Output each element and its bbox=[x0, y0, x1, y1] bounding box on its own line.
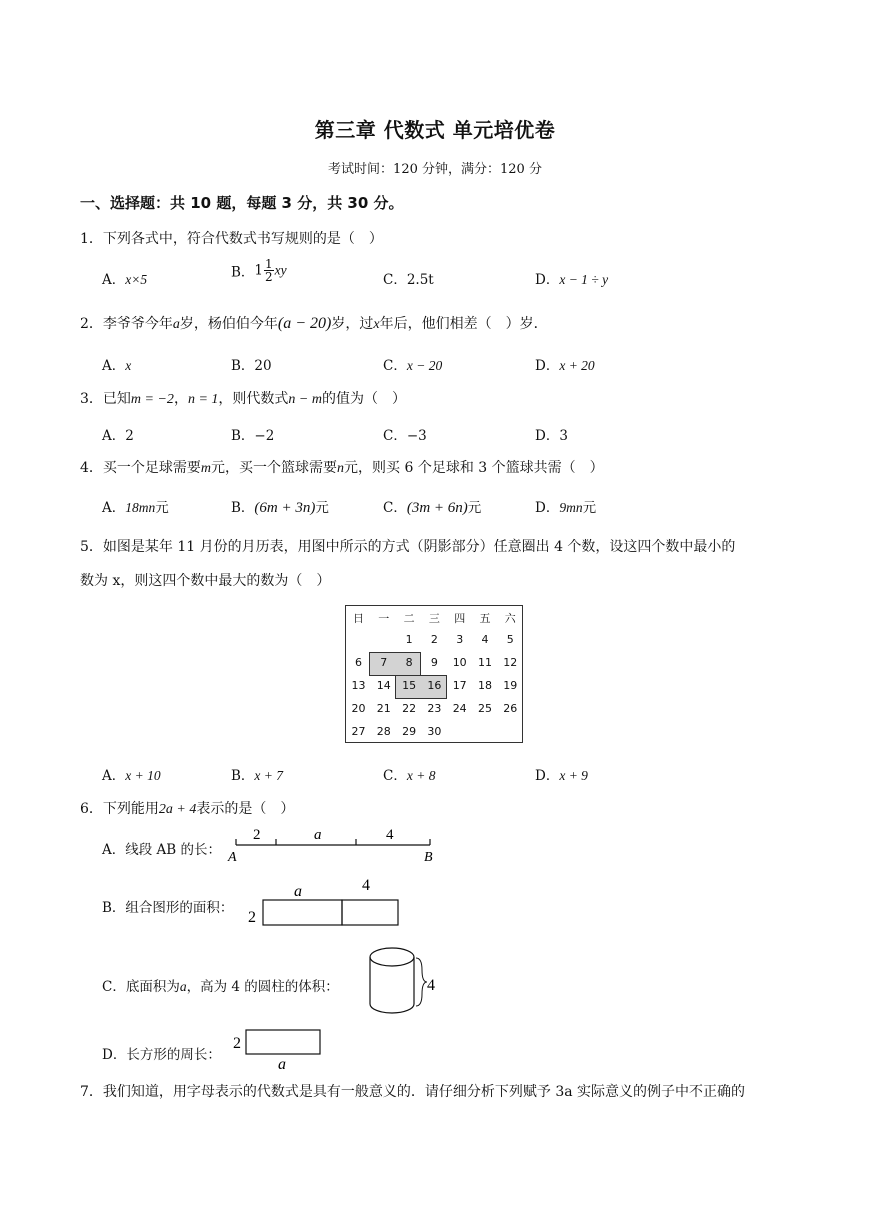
calendar-day-cell: 18 bbox=[478, 679, 492, 692]
q5-option-b: B．x + 7 bbox=[231, 768, 284, 784]
calendar-header-cell: 三 bbox=[428, 612, 440, 625]
calendar-day-cell: 19 bbox=[503, 679, 518, 692]
calendar-day-cell: 3 bbox=[456, 633, 464, 646]
q1-option-c: C．2.5t bbox=[383, 272, 434, 288]
bottom-label-a: a bbox=[278, 1056, 286, 1072]
segment-label-2: 2 bbox=[253, 827, 261, 843]
q4-option-a: A．18mn元 bbox=[102, 500, 169, 516]
calendar-day-cell: 27 bbox=[351, 725, 366, 738]
label-4: 4 bbox=[362, 877, 370, 894]
calendar-day-cell: 30 bbox=[427, 725, 442, 738]
q4-option-c: C．(3m + 6n)元 bbox=[383, 500, 482, 516]
q4-option-b: B．(6m + 3n)元 bbox=[231, 500, 329, 516]
calendar-day-cell: 10 bbox=[452, 656, 467, 669]
exam-info: 考试时间：120 分钟，满分：120 分 bbox=[328, 162, 542, 177]
calendar-day-cell: 17 bbox=[452, 679, 467, 692]
q2-option-d: D．x + 20 bbox=[535, 358, 595, 374]
calendar-day-cell: 6 bbox=[355, 656, 362, 669]
q1-option-a: A．x×5 bbox=[102, 272, 148, 288]
q6-option-c-label: C．底面积为a，高为 4 的圆柱的体积： bbox=[102, 979, 339, 995]
calendar-day-cell: 13 bbox=[351, 679, 366, 692]
calendar-table bbox=[345, 605, 523, 743]
q3-option-c: C．−3 bbox=[383, 428, 427, 444]
calendar-day-cell: 29 bbox=[402, 725, 417, 738]
calendar-day-cell: 7 bbox=[380, 656, 388, 669]
calendar-header-cell: 一 bbox=[378, 612, 390, 625]
calendar-day-cell: 2 bbox=[430, 633, 438, 646]
q3-option-b: B．−2 bbox=[231, 428, 275, 444]
q6-option-d-label: D．长方形的周长： bbox=[102, 1047, 221, 1063]
calendar-day-cell: 21 bbox=[376, 702, 391, 715]
calendar-day-cell: 20 bbox=[351, 702, 366, 715]
question-2-stem: 2．李爷爷今年a岁，杨伯伯今年(a − 20)岁，过x年后，他们相差（ ）岁． bbox=[80, 315, 548, 332]
page-title: 第三章 代数式 单元培优卷 bbox=[314, 118, 556, 142]
q5-option-d: D．x + 9 bbox=[535, 768, 588, 784]
calendar-day-cell: 15 bbox=[402, 679, 417, 692]
side-label-2: 2 bbox=[233, 1035, 241, 1052]
rectangle bbox=[246, 1030, 320, 1054]
q6-option-a-label: A．线段 AB 的长： bbox=[102, 842, 222, 858]
left-rectangle bbox=[263, 900, 342, 925]
calendar-day-cell: 24 bbox=[452, 702, 467, 715]
fraction: $\frac{1}{2}$ bbox=[265, 257, 273, 284]
cylinder-figure bbox=[365, 944, 445, 1020]
calendar-day-cell: 8 bbox=[405, 656, 413, 669]
calendar-day-cell: 25 bbox=[478, 702, 492, 715]
calendar-day-cell: 23 bbox=[427, 702, 442, 715]
q6-option-b-label: B．组合图形的面积： bbox=[102, 900, 234, 916]
segment-label-4: 4 bbox=[386, 827, 394, 843]
question-5-stem-line2: 数为 x，则这四个数中最大的数为（ ） bbox=[80, 573, 331, 589]
point-b-label: B bbox=[424, 850, 433, 865]
label-2: 2 bbox=[248, 909, 256, 926]
label-a: a bbox=[294, 883, 302, 900]
point-a-label: A bbox=[228, 850, 237, 865]
q3-option-d: D．3 bbox=[535, 428, 568, 444]
calendar-header-cell: 日 bbox=[353, 612, 364, 625]
calendar-day-cell: 9 bbox=[430, 656, 438, 669]
calendar-day-cell: 11 bbox=[478, 656, 492, 669]
q5-option-c: C．x + 8 bbox=[383, 768, 436, 784]
cylinder-top bbox=[370, 948, 414, 966]
question-6-stem: 6．下列能用2a + 4表示的是（ ） bbox=[80, 801, 295, 817]
height-brace bbox=[416, 958, 427, 1006]
calendar-header-cell: 六 bbox=[504, 612, 516, 625]
combined-rectangle-figure bbox=[244, 876, 404, 930]
q1-option-b: B．1 $\frac{1}{2}$ xy bbox=[231, 257, 287, 284]
calendar-day-cell: 28 bbox=[376, 725, 391, 738]
calendar-day-cell: 26 bbox=[503, 702, 518, 715]
calendar-day-cell: 22 bbox=[402, 702, 417, 715]
calendar-day-cell: 14 bbox=[376, 679, 391, 692]
calendar-header-cell: 四 bbox=[454, 612, 466, 625]
section-heading: 一、选择题：共 10 题，每题 3 分，共 30 分。 bbox=[80, 194, 404, 212]
rectangle-perimeter-figure bbox=[232, 1026, 328, 1072]
question-4-stem: 4．买一个足球需要m元，买一个篮球需要n元，则买 6 个足球和 3 个篮球共需（ ） bbox=[80, 460, 604, 476]
q2-option-c: C．x − 20 bbox=[383, 358, 443, 374]
cylinder-bottom bbox=[370, 1004, 414, 1013]
calendar-day-cell: 5 bbox=[506, 633, 514, 646]
question-1-stem: 1．下列各式中，符合代数式书写规则的是（ ） bbox=[80, 231, 383, 247]
q4-option-d: D．9mn元 bbox=[535, 500, 597, 516]
q1-option-d: D．x − 1 ÷ y bbox=[535, 272, 609, 288]
question-3-stem: 3．已知m = −2，n = 1，则代数式n − m的值为（ ） bbox=[80, 391, 406, 407]
q5-option-a: A．x + 10 bbox=[102, 768, 161, 784]
calendar-day-cell: 12 bbox=[503, 656, 518, 669]
calendar-day-cell: 1 bbox=[405, 633, 413, 646]
calendar-header-cell: 二 bbox=[403, 612, 415, 625]
calendar-day-cell: 4 bbox=[481, 633, 489, 646]
q2-option-b: B．20 bbox=[231, 358, 272, 374]
segment-ab-figure bbox=[226, 822, 440, 866]
segment-label-a: a bbox=[314, 827, 322, 843]
height-label: 4 bbox=[427, 977, 435, 994]
calendar-header-cell: 五 bbox=[479, 612, 491, 625]
question-5-stem-line1: 5．如图是某年 11 月份的月历表，用图中所示的方式（阴影部分）任意圈出 4 个数，设这四个数中最小的 bbox=[80, 539, 736, 555]
calendar-day-cell: 16 bbox=[427, 679, 442, 692]
right-rectangle bbox=[342, 900, 398, 925]
q3-option-a: A．2 bbox=[102, 428, 134, 444]
q2-option-a: A．x bbox=[102, 358, 132, 374]
question-7-stem: 7．我们知道，用字母表示的代数式是具有一般意义的．请仔细分析下列赋予 3a 实际意义的例子中不正确的 bbox=[80, 1084, 746, 1100]
